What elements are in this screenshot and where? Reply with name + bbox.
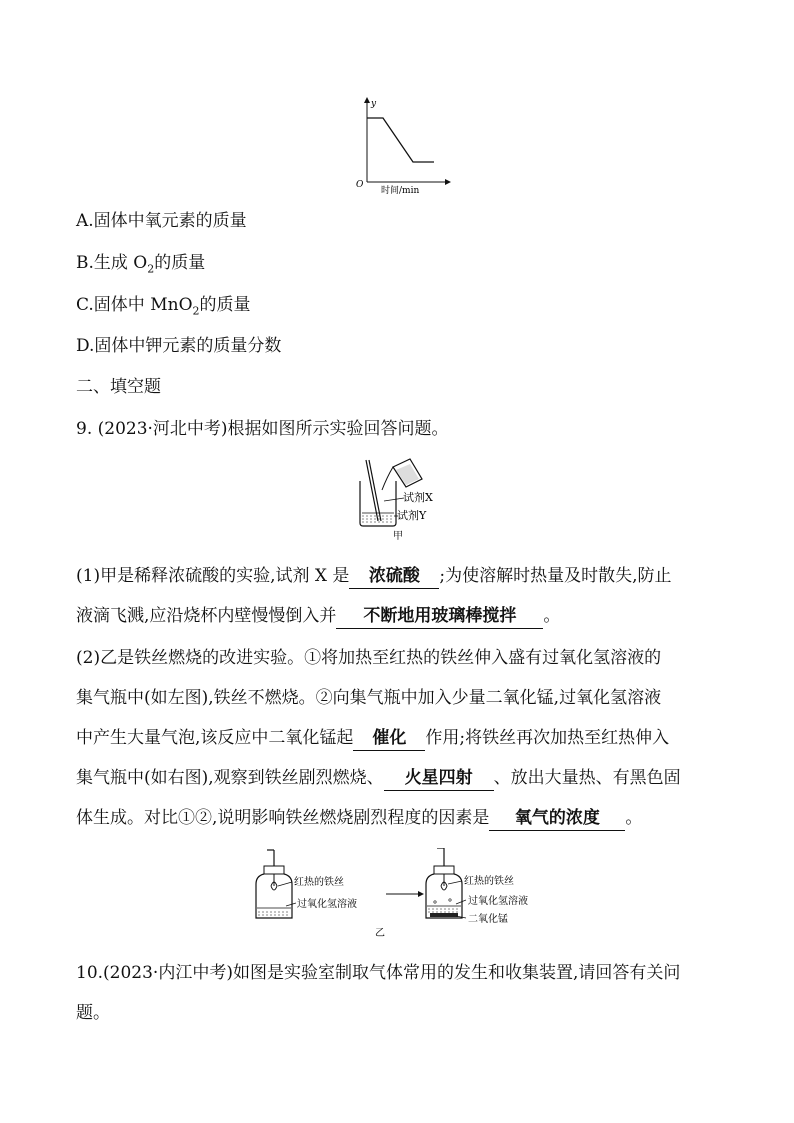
caption-yi: 乙 [375,928,385,939]
left-iron-wire [271,874,277,890]
q10: 10.(2023·内江中考)如图是实验室制取气体常用的发生和收集装置,请回答有关问 题。 [76,963,681,1023]
right-bottle-neck [434,866,454,874]
figure-yi [250,848,550,940]
left-label-wire: 红热的铁丝 [294,877,344,888]
option-b: B.生成 $O_2$的质量 [76,253,206,276]
answer-sparks: 火星四射 [384,766,494,791]
caption-jia: 甲 [393,531,403,542]
answer-catalysis: 催化 [353,726,425,751]
glass-rod [366,460,378,521]
section-title: 二、填空题 [76,377,161,397]
q9-part1: (1)甲是稀释浓硫酸的实验,试剂 X 是 浓硫酸 ;为使溶解时热量及时散失,防止 液滴飞溅,应沿烧杯内壁慢慢倒入并 不断地用玻璃棒搅拌 。 [76,556,726,636]
q9-part2: (2)乙是铁丝燃烧的改进实验。①将加热至红热的铁丝伸入盛有过氧化氢溶液的 集气瓶中(如左图),铁丝不燃烧。②向集气瓶中加入少量二氧化锰,过氧化氢溶液 中产生大量气泡,该反应中二氧化锰起 催化 作用;将铁丝再次加热至红热伸入 集气瓶中(如右图),观察到铁丝剧烈燃烧、 火星四射 、放出大量热、有黑色固 体生成。对比①②,说明影响铁丝燃烧剧烈程度的因素是 氧气的浓度 。 [76,638,726,838]
answer-stir: 不断地用玻璃棒搅拌 [336,604,543,629]
answer-oxygen-concentration: 氧气的浓度 [489,806,625,831]
mass-time-graph [350,92,460,198]
answer-reagent-x: 浓硫酸 [349,564,439,589]
q9-header: 9. (2023·河北中考)根据如图所示实验回答问题。 [76,419,449,439]
option-c: C.固体中 MnO$_2$的质量 [76,295,251,318]
right-label-solution: 过氧化氢溶液 [468,896,528,907]
mno2-layer [430,913,458,917]
label-reagent-y: 试剂Y [397,509,427,522]
option-a: A.固体中氧元素的质量 [76,211,247,231]
label-reagent-x: 试剂X [403,491,433,504]
left-bottle-neck [264,866,284,874]
origin-label: O [356,180,364,190]
right-iron-wire [441,874,447,890]
curve [367,118,434,162]
right-label-wire: 红热的铁丝 [464,876,514,887]
right-label-mno2: 二氧化锰 [468,914,508,925]
y-axis-label: y [371,99,377,109]
option-d: D.固体中钾元素的质量分数 [76,336,282,356]
left-label-solution: 过氧化氢溶液 [297,899,357,910]
x-axis-label: 时间/min [381,186,420,196]
figure-jia [350,455,450,543]
